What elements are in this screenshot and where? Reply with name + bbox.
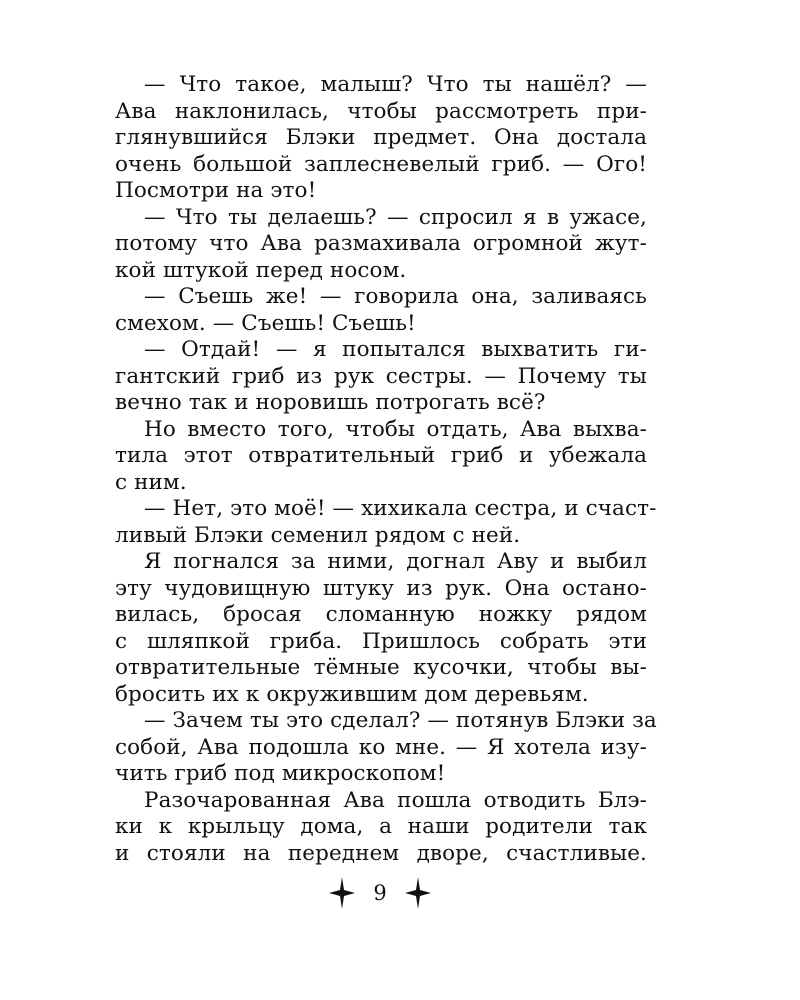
text-line: гантский гриб из рук сестры. — Почему ты: [115, 363, 647, 389]
text-line: Но вместо того, чтобы отдать, Ава выхва-: [144, 416, 647, 442]
text-line: бросить их к окружившим дом деревьям.: [115, 681, 589, 707]
text-line: Ава наклонилась, чтобы рассмотреть при-: [115, 98, 647, 124]
text-line: эту чудовищную штуку из рук. Она остано-: [115, 575, 647, 601]
text-line: собой, Ава подошла ко мне. — Я хотела изу-: [115, 734, 647, 760]
text-line: чить гриб под микроскопом!: [115, 761, 446, 786]
text-line: и стояли на переднем дворе, счастливые.: [115, 840, 647, 866]
text-line: Я погнался за ними, догнал Аву и выбил: [144, 549, 647, 574]
four-point-star-icon: [405, 877, 431, 909]
text-line: Посмотри на это!: [115, 178, 317, 203]
text-line: — Зачем ты это сделал? — потянув Блэки за: [144, 708, 657, 733]
page-number-footer: [0, 877, 760, 909]
text-line: — Нет, это моё! — хихикала сестра, и счаст-: [144, 496, 657, 521]
page-text: [115, 72, 657, 867]
text-line: вилась, бросая сломанную ножку рядом: [115, 602, 647, 627]
text-line: — Что такое, малыш? Что ты нашёл? —: [144, 72, 647, 97]
text-line: тила этот отвратительный гриб и убежала: [115, 443, 647, 468]
text-line: Разочарованная Ава пошла отводить Блэ-: [144, 787, 647, 813]
text-line: потому что Ава размахивала огромной жут-: [115, 231, 647, 256]
text-line: очень большой заплесневелый гриб. — Ого!: [115, 151, 647, 177]
text-line: ливый Блэки семенил рядом с ней.: [115, 522, 521, 548]
text-line: — Отдай! — я попытался выхватить ги-: [144, 337, 647, 362]
four-point-star-icon: [329, 877, 355, 909]
text-line: — Съешь же! — говорила она, заливаясь: [144, 284, 647, 309]
text-line: — Что ты делаешь? — спросил я в ужасе,: [144, 204, 647, 230]
text-line: кой штукой перед носом.: [115, 257, 407, 283]
text-line: глянувшийся Блэки предмет. Она достала: [115, 125, 647, 150]
text-line: смехом. — Съешь! Съешь!: [115, 310, 416, 336]
text-line: отвратительные тёмные кусочки, чтобы вы-: [115, 655, 647, 680]
text-line: с ним.: [115, 469, 187, 495]
page-number: 9: [373, 881, 387, 905]
text-line: с шляпкой гриба. Пришлось собрать эти: [115, 628, 647, 654]
text-line: вечно так и норовишь потрогать всё?: [115, 390, 546, 415]
text-line: ки к крыльцу дома, а наши родители так: [115, 814, 647, 839]
